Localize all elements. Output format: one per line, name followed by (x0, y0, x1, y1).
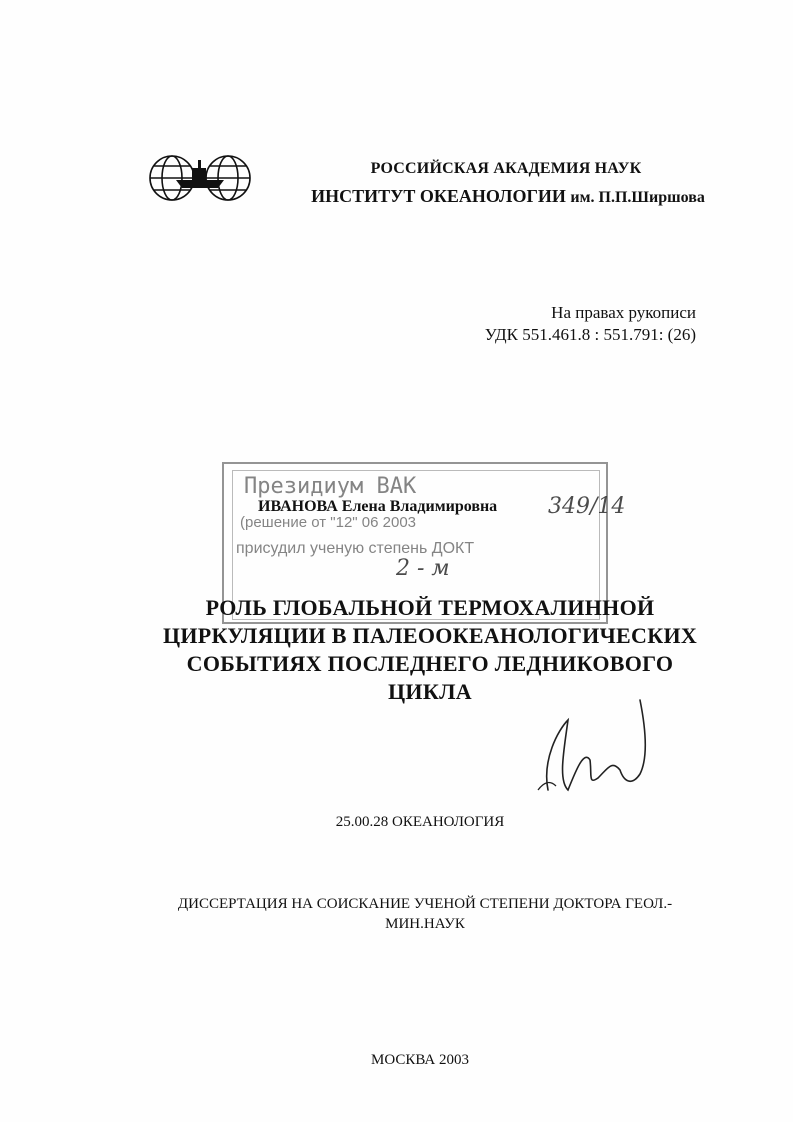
handwritten-2m: 2 - м (396, 556, 450, 581)
city-year: МОСКВА 2003 (370, 1052, 469, 1068)
academy-name: РОССИЙСКАЯ АКАДЕМИЯ НАУК (370, 160, 642, 177)
degree-line-2: МИН.НАУК (385, 916, 465, 932)
stamp-presidium: Президиум ВАК (244, 474, 417, 499)
signature-icon (528, 690, 668, 800)
author-name: ИВАНОВА Елена Владимировна (258, 498, 498, 515)
manuscript-label: На правах рукописи (551, 303, 696, 322)
institute-name (278, 186, 738, 207)
title-line-2: ЦИРКУЛЯЦИИ В ПАЛЕООКЕАНОЛОГИЧЕСКИХ (162, 623, 698, 648)
stamp-degree-awarded: присудил ученую степень ДОКТ (236, 540, 475, 557)
institute-logo-icon (148, 146, 252, 210)
degree-line-1: ДИССЕРТАЦИЯ НА СОИСКАНИЕ УЧЕНОЙ СТЕПЕНИ ДОКТОРА ГЕОЛ.- (177, 896, 673, 912)
institute-suffix: им. П.П.Ширшова (570, 189, 705, 206)
manuscript-rights (420, 302, 696, 346)
title-line-4: ЦИКЛА (388, 679, 472, 704)
specialty-code: 25.00.28 ОКЕАНОЛОГИЯ (335, 814, 505, 830)
title-line-1: РОЛЬ ГЛОБАЛЬНОЙ ТЕРМОХАЛИННОЙ (205, 595, 655, 620)
degree-statement (130, 894, 720, 934)
handwritten-number: 349/14 (548, 494, 626, 519)
udc-code: УДК 551.461.8 : 551.791: (26) (484, 325, 696, 344)
title-line-3: СОБЫТИЯХ ПОСЛЕДНЕГО ЛЕДНИКОВОГО (186, 651, 674, 676)
institute-main: ИНСТИТУТ ОКЕАНОЛОГИИ (311, 186, 566, 206)
stamp-decision: (решение от "12" 06 2003 (240, 514, 417, 531)
